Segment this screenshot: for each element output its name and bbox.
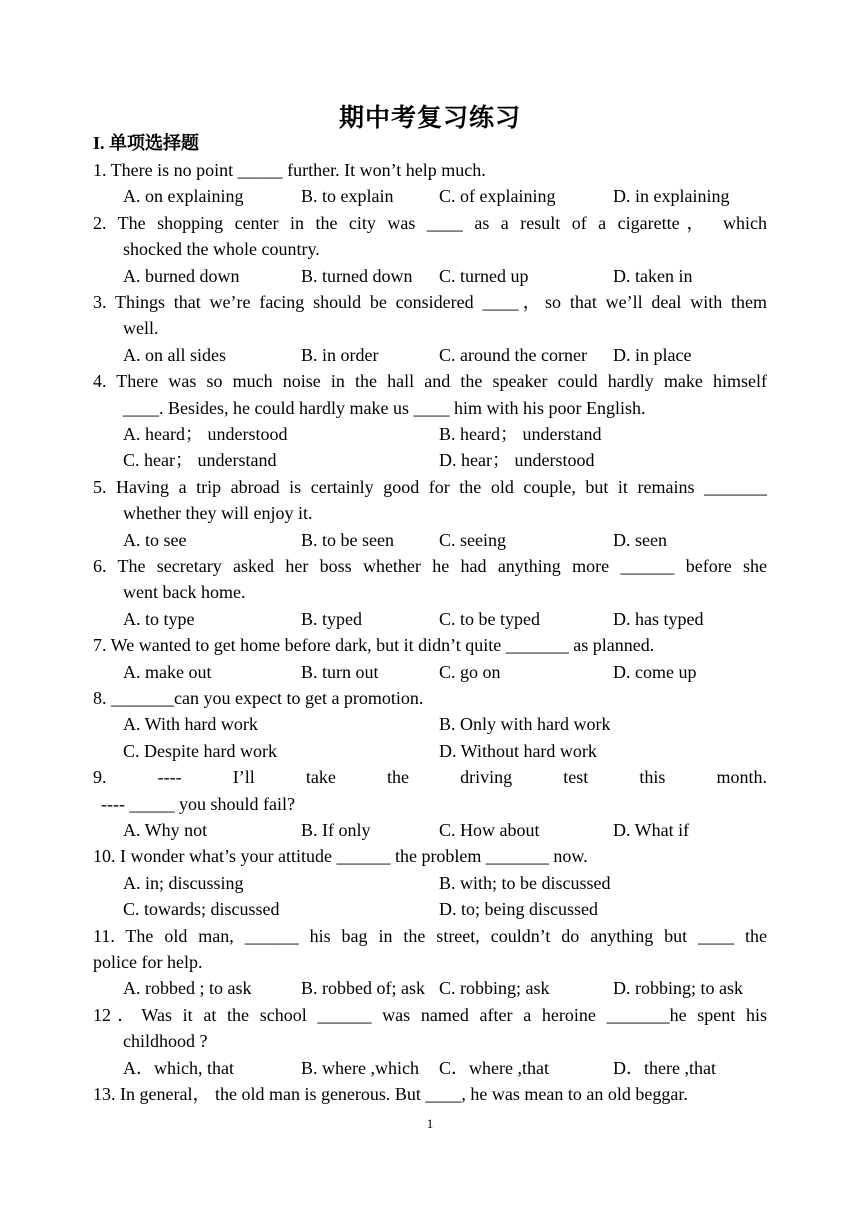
answer-option: D. has typed <box>613 608 704 629</box>
answer-option: C. turned up <box>439 265 529 286</box>
answer-option: D. seen <box>613 529 667 550</box>
answer-option: D. in place <box>613 344 692 365</box>
question-line: ____. Besides, he could hardly make us ____ him with his poor English. <box>123 397 646 418</box>
answer-option: C. robbing; ask <box>439 978 550 999</box>
answer-option: C. seeing <box>439 529 506 550</box>
page-title: 期中考复习练习 <box>338 105 521 132</box>
question-line: 4. There was so much noise in the hall and the speaker could hardly make himself <box>93 371 767 392</box>
section-heading: I. 单项选择题 <box>93 133 200 153</box>
answer-option: C. How about <box>439 820 540 840</box>
answer-option: D. robbing; to ask <box>613 978 743 999</box>
answer-option: C. go on <box>439 661 501 682</box>
question-line: 13. In general， the old man is generous. But ____, he was mean to an old beggar. <box>93 1084 688 1104</box>
question-line: 9. ---- I’ll take the driving test this month. <box>93 767 767 788</box>
question-line: 2. The shopping center in the city was ____ as a result of a cigarette， which <box>93 212 767 233</box>
question-line: 8. _______can you expect to get a promotion. <box>93 688 424 708</box>
question-line: well. <box>123 318 159 339</box>
question-line: 11. The old man, ______ his bag in the street, couldn’t do anything but ____ the <box>93 925 767 946</box>
answer-option: C. of explaining <box>439 186 556 207</box>
answer-option: D. hear； understood <box>439 450 595 471</box>
answer-option: B. to explain <box>301 186 394 207</box>
answer-option: C. hear； understand <box>123 450 277 471</box>
answer-option: A. heard； understood <box>123 424 288 444</box>
answer-option: A. With hard work <box>123 714 258 735</box>
question-line: whether they will enjoy it. <box>123 503 313 524</box>
answer-option: D. in explaining <box>613 186 730 207</box>
answer-option: D. taken in <box>613 265 693 286</box>
answer-option: D. Without hard work <box>439 740 597 761</box>
answer-option: B. If only <box>301 820 371 840</box>
answer-option: B. to be seen <box>301 529 394 550</box>
question-line: 3. Things that we’re facing should be considered ____，so that we’ll deal with them <box>93 292 767 312</box>
answer-option: A. to type <box>123 608 195 629</box>
question-line: 5. Having a trip abroad is certainly good for the old couple, but it remains _______ <box>93 476 767 497</box>
question-line: 6. The secretary asked her boss whether he had anything more ______ before she <box>93 556 767 576</box>
answer-option: C. Despite hard work <box>123 740 277 761</box>
answer-option: D．there ,that <box>613 1057 716 1078</box>
answer-option: A. in; discussing <box>123 872 244 893</box>
answer-option: A. make out <box>123 661 212 682</box>
question-line: 10. I wonder what’s your attitude ______ the problem _______ now. <box>93 846 588 867</box>
answer-option: C. around the corner <box>439 344 587 365</box>
question-line: shocked the whole country. <box>123 239 320 260</box>
answer-option: B. turn out <box>301 661 379 682</box>
answer-option: D. What if <box>613 820 690 840</box>
answer-option: A. on all sides <box>123 344 226 365</box>
answer-option: B. turned down <box>301 265 413 286</box>
answer-option: B. heard； understand <box>439 424 602 444</box>
answer-option: C．where ,that <box>439 1057 549 1078</box>
question-line: police for help. <box>93 952 203 972</box>
page-number: 1 <box>426 1116 434 1131</box>
question-line: went back home. <box>123 582 246 603</box>
answer-option: A. to see <box>123 529 187 550</box>
answer-option: A. on explaining <box>123 186 244 207</box>
answer-option: B. in order <box>301 344 379 365</box>
question-line: childhood ? <box>123 1031 208 1052</box>
answer-option: A. Why not <box>123 820 208 840</box>
question-line: ---- _____ you should fail? <box>101 793 295 814</box>
answer-option: D. to; being discussed <box>439 899 598 920</box>
answer-option: B. typed <box>301 608 362 629</box>
answer-option: A．which, that <box>123 1057 234 1078</box>
answer-option: C. towards; discussed <box>123 899 280 920</box>
answer-option: B. Only with hard work <box>439 714 611 735</box>
answer-option: C. to be typed <box>439 608 540 629</box>
answer-option: B. where ,which <box>301 1057 419 1078</box>
answer-option: A. burned down <box>123 265 240 286</box>
answer-option: B. robbed of; ask <box>301 978 425 999</box>
answer-option: D. come up <box>613 661 697 682</box>
answer-option: A. robbed ; to ask <box>123 978 252 999</box>
answer-option: B. with; to be discussed <box>439 872 611 893</box>
question-line: 1. There is no point _____ further. It won’t help much. <box>93 160 486 180</box>
question-line: 7. We wanted to get home before dark, but it didn’t quite _______ as planned. <box>93 635 655 656</box>
question-line: 12．Was it at the school ______ was named after a heroine _______he spent his <box>93 1004 767 1025</box>
